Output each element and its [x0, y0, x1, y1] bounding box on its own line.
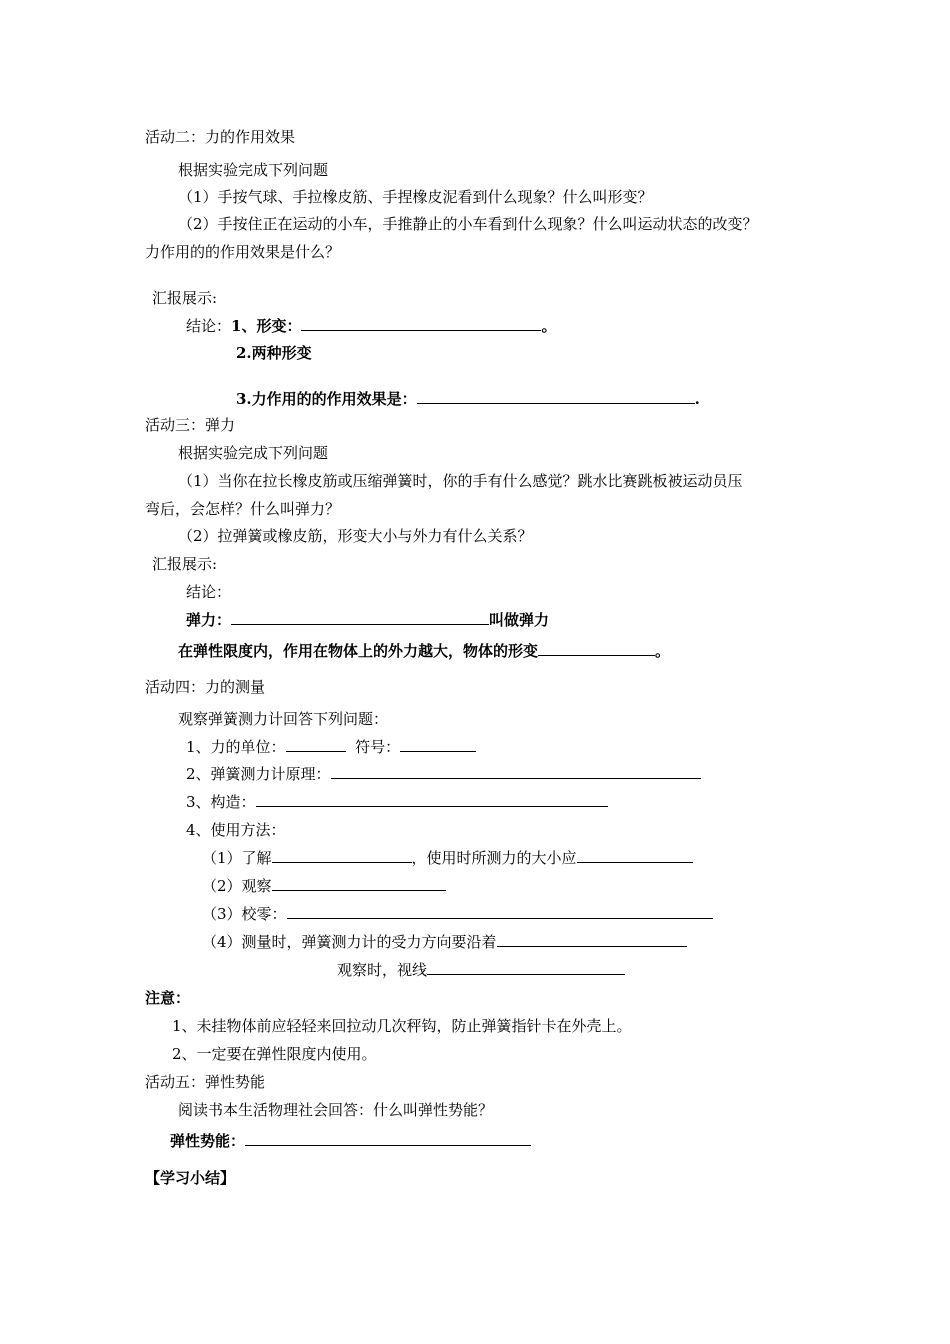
usage-step-1 [202, 848, 693, 868]
step1-mid: ，使用时所测力的大小应 [411, 849, 577, 867]
elastic-limit-blank[interactable] [538, 641, 655, 656]
zero-blank[interactable] [287, 904, 713, 919]
usage-step-3 [202, 904, 713, 924]
act4-item-2 [186, 764, 701, 784]
structure-blank[interactable] [256, 792, 608, 807]
range-blank[interactable] [272, 848, 412, 863]
note-2: 2、一定要在弹性限度内使用。 [172, 1045, 377, 1063]
act3-report: 汇报展示: [152, 555, 218, 573]
act2-q2-line1: （2）手按住正在运动的小车，手推静止的小车看到什么现象？什么叫运动状态的改变？ [178, 215, 758, 233]
elastic-limit-line [178, 641, 670, 661]
effect-blank[interactable] [417, 389, 695, 404]
act4-intro: 观察弹簧测力计回答下列问题： [178, 710, 389, 728]
elastic-potential-label: 弹性势能： [170, 1132, 246, 1150]
period: 。 [541, 317, 557, 335]
sightline-label: 观察时，视线 [337, 961, 428, 979]
act2-q1: （1）手按气球、手拉橡皮筋、手捏橡皮泥看到什么现象？什么叫形变？ [178, 188, 653, 206]
usage-step-2 [202, 876, 446, 896]
usage-step-4 [202, 932, 687, 952]
act3-conclusion: 结论： [186, 583, 232, 601]
principle-label: 2、弹簧测力计原理： [186, 765, 331, 783]
unit-blank[interactable] [286, 737, 346, 752]
structure-label: 3、构造： [186, 793, 256, 811]
elastic-force-line [186, 610, 549, 630]
usage-step-5 [337, 960, 625, 980]
sightline-blank[interactable] [427, 960, 625, 975]
symbol-label: 符号： [355, 738, 401, 756]
elastic-limit-text: 在弹性限度内，作用在物体上的外力越大，物体的形变 [178, 642, 539, 660]
act3-q1-line1: （1）当你在拉长橡皮筋或压缩弹簧时，你的手有什么感觉？跳水比赛跳板被运动员压 [178, 472, 743, 490]
act2-conclusion-1 [186, 316, 556, 336]
act4-item-3 [186, 792, 608, 812]
unit-label: 1、力的单位： [186, 738, 286, 756]
act3-intro: 根据实验完成下列问题 [178, 444, 329, 462]
elastic-force-end: 叫做弹力 [489, 611, 550, 629]
elastic-force-label: 弹力： [186, 611, 232, 629]
step1-label: （1）了解 [202, 849, 272, 867]
elastic-force-blank[interactable] [231, 610, 489, 625]
effect-label: 3.力作用的的作用效果是： [236, 390, 417, 408]
act2-q2-line2: 力作用的的作用效果是什么？ [145, 243, 341, 261]
elastic-potential-blank[interactable] [245, 1131, 531, 1146]
conclusion-prefix: 结论： [186, 317, 232, 335]
symbol-blank[interactable] [400, 737, 476, 752]
summary-title: 【学习小结】 [145, 1169, 236, 1187]
act2-conclusion-3 [236, 389, 700, 409]
step2-label: （2）观察 [202, 877, 272, 895]
act4-item-1 [186, 737, 476, 757]
act3-title: 活动三：弹力 [145, 416, 236, 434]
act4-title: 活动四：力的测量 [145, 678, 266, 696]
step3-label: （3）校零： [202, 905, 287, 923]
direction-blank[interactable] [497, 932, 687, 947]
act2-conclusion-2: 2.两种形变 [236, 344, 312, 362]
force-size-blank[interactable] [577, 848, 693, 863]
act2-intro: 根据实验完成下列问题 [178, 161, 329, 179]
note-1: 1、未挂物体前应轻轻来回拉动几次秤钩，防止弹簧指针卡在外壳上。 [172, 1017, 632, 1035]
notes-title: 注意： [145, 989, 191, 1007]
act3-q2: （2）拉弹簧或橡皮筋，形变大小与外力有什么关系？ [178, 527, 533, 545]
elastic-limit-end: 。 [655, 642, 671, 660]
act3-q1-line2: 弯后，会怎样？什么叫弹力？ [145, 500, 341, 518]
principle-blank[interactable] [331, 764, 701, 779]
dot: . [694, 390, 700, 408]
deformation-blank[interactable] [301, 316, 541, 331]
act4-item-4: 4、使用方法： [186, 821, 286, 839]
act5-title: 活动五：弹性势能 [145, 1073, 266, 1091]
elastic-potential-line [170, 1131, 531, 1151]
act2-title: 活动二：力的作用效果 [145, 128, 296, 146]
step4-label: （4）测量时，弹簧测力计的受力方向要沿着 [202, 933, 497, 951]
observe-blank[interactable] [272, 876, 446, 891]
act2-report: 汇报展示: [152, 289, 218, 307]
deformation-label: 1、形变： [231, 317, 302, 335]
act5-intro: 阅读书本生活物理社会回答：什么叫弹性势能？ [178, 1101, 494, 1119]
